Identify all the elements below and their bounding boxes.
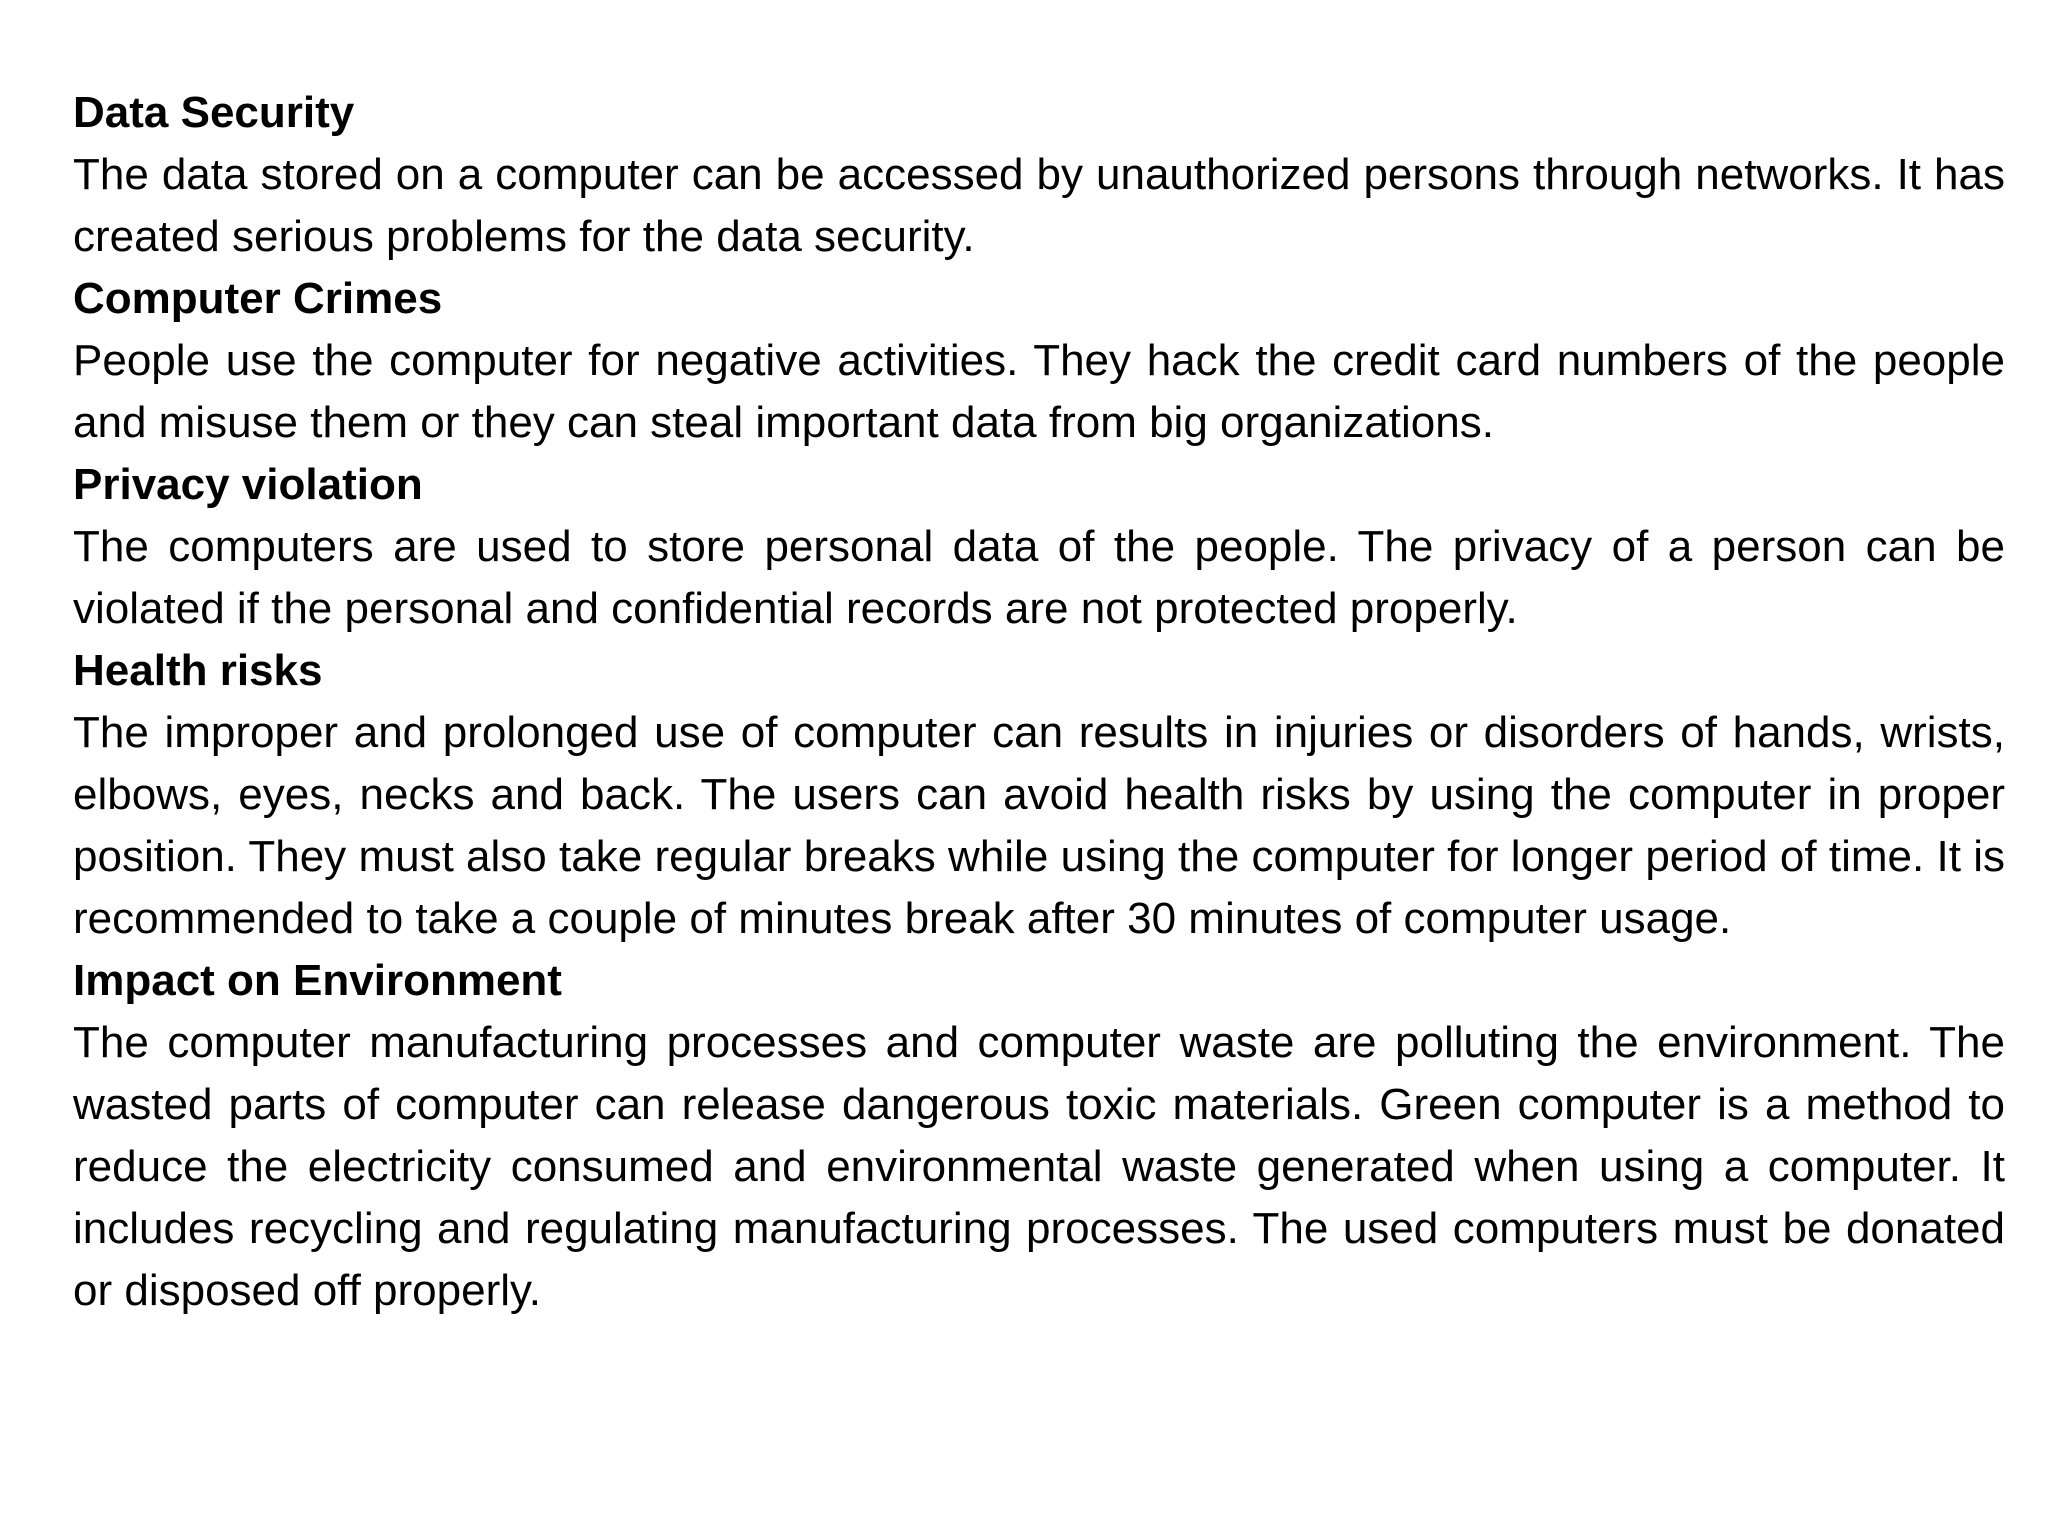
section-health-risks xyxy=(73,640,2005,950)
section-heading: Data Security xyxy=(73,88,355,137)
section-body: The computers are used to store personal data of the people. The privacy of a person can be violated if the personal and confidential records are not protected properly. xyxy=(73,522,2005,633)
section-data-security xyxy=(73,82,2005,268)
section-heading: Privacy violation xyxy=(73,460,423,509)
section-impact-on-environment xyxy=(73,950,2005,1322)
section-privacy-violation xyxy=(73,454,2005,640)
section-body: The data stored on a computer can be accessed by unauthorized persons through networks. It has created serious problems for the data security. xyxy=(73,150,2005,261)
section-computer-crimes xyxy=(73,268,2005,454)
section-body: The improper and prolonged use of computer can results in injuries or disorders of hands, wrists, elbows, eyes, necks and back. The users can avoid health risks by using the computer in proper position. They must also take regular breaks while using the computer for longer period of time. It is recommended to take a couple of minutes break after 30 minutes of computer usage. xyxy=(73,708,2005,943)
section-body: People use the computer for negative activities. They hack the credit card numbers of the people and misuse them or they can steal important data from big organizations. xyxy=(73,336,2005,447)
section-body: The computer manufacturing processes and computer waste are polluting the environment. The wasted parts of computer can release dangerous toxic materials. Green computer is a method to reduce the electricity consumed and environmental waste generated when using a computer. It includes recycling and regulating manufacturing processes. The used computers must be donated or disposed off properly. xyxy=(73,1018,2005,1315)
section-heading: Health risks xyxy=(73,646,323,695)
section-heading: Computer Crimes xyxy=(73,274,443,323)
section-heading: Impact on Environment xyxy=(73,956,562,1005)
slide-content xyxy=(73,82,2005,1322)
